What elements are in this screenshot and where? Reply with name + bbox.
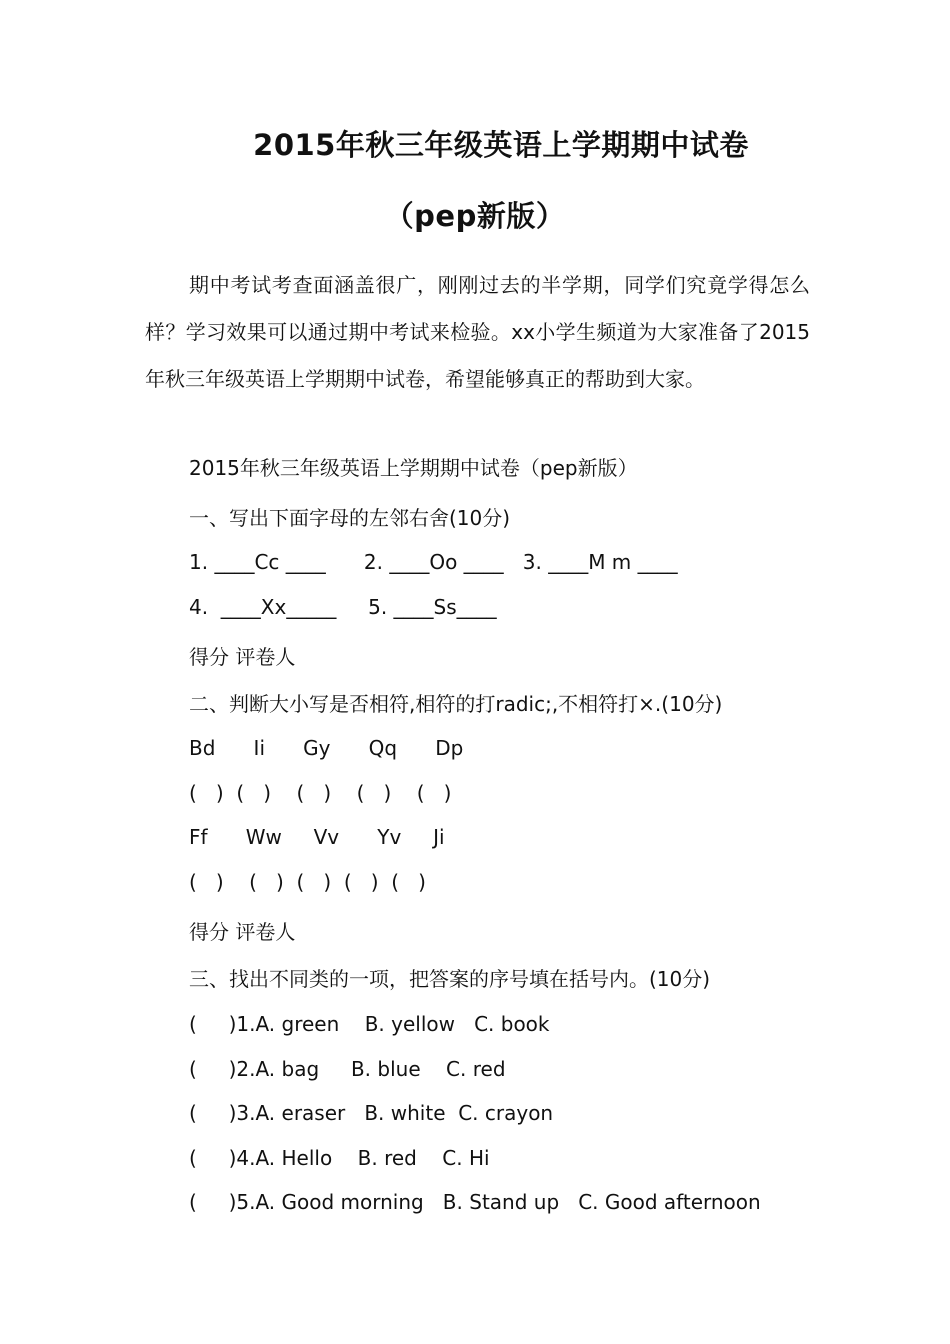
question-item: ( )4.A. Hello B. red C. Hi [189,1146,490,1170]
intro-paragraph: 期中考试考查面涵盖很广，刚刚过去的半学期，同学们究竟学得怎么样？学习效果可以通过期中考试来检验。xx小学生频道为大家准备了2015年秋三年级英语上学期期中试卷，希望能够真正的帮助到大家。 [145,273,810,391]
exam-subtitle: 2015年秋三年级英语上学期期中试卷（pep新版） [189,456,638,480]
question-item: ( )5.A. Good morning B. Stand up C. Good afternoon [189,1190,761,1214]
section2-heading: 二、判断大小写是否相符,相符的打radic;,不相符打×.(10分) [189,692,723,716]
question-item: ( )1.A. green B. yellow C. book [189,1012,550,1036]
document-title: 2015年秋三年级英语上学期期中试卷 [253,128,749,162]
answer-brackets-row: ( ) ( ) ( ) ( ) ( ) [189,781,452,805]
letter-pairs-row: Ff Ww Vv Yv Ji [189,825,445,849]
section1-question-row: 4. ____Xx_____ 5. ____Ss____ [189,595,497,619]
answer-brackets-row: ( ) ( ) ( ) ( ) ( ) [189,870,426,894]
section1-heading: 一、写出下面字母的左邻右舍(10分) [189,506,511,530]
section3-heading: 三、找出不同类的一项，把答案的序号填在括号内。(10分) [189,967,711,991]
score-label: 得分 评卷人 [189,920,296,944]
section1-question-row: 1. ____Cc ____ 2. ____Oo ____ 3. ____M m ____ [189,550,678,574]
question-item: ( )3.A. eraser B. white C. crayon [189,1101,554,1125]
score-label: 得分 评卷人 [189,645,296,669]
letter-pairs-row: Bd Ii Gy Qq Dp [189,736,464,760]
document-title-edition: （pep新版） [384,199,566,233]
question-item: ( )2.A. bag B. blue C. red [189,1057,506,1081]
